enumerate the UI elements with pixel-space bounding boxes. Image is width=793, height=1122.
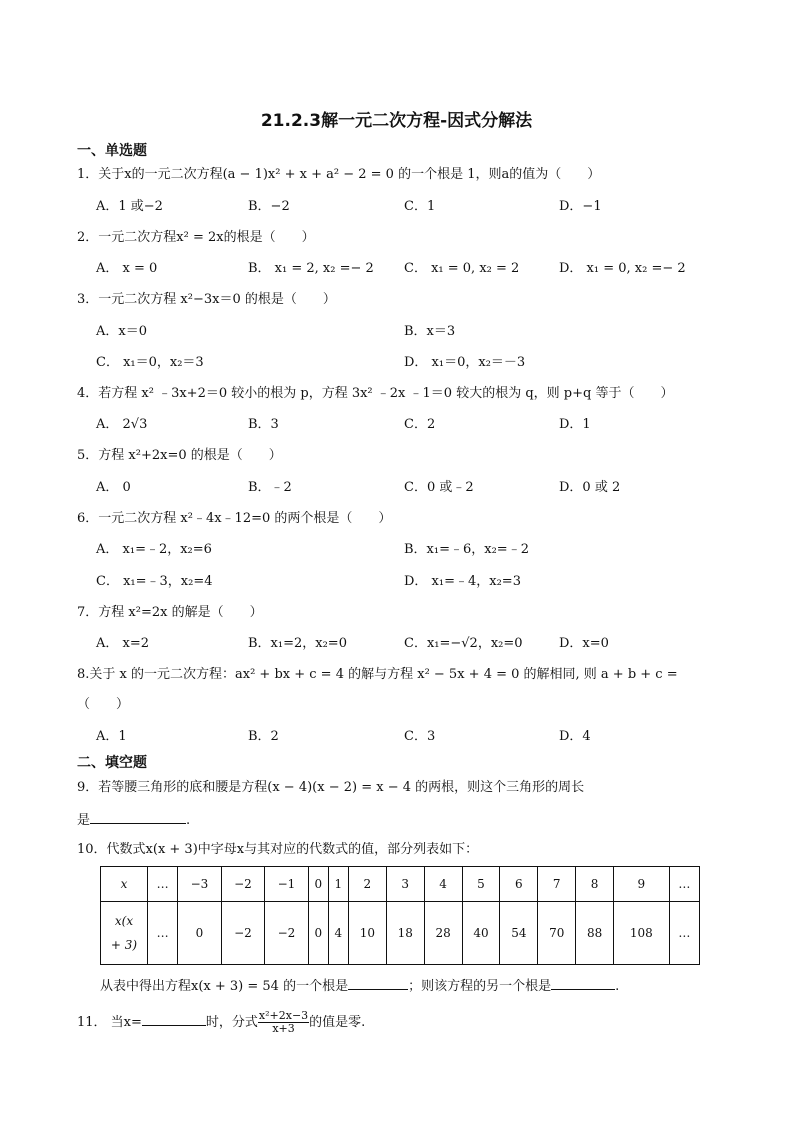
q6-option-a[interactable]: A． x₁=﹣2，x₂=6 <box>96 542 212 557</box>
table-head-expression <box>101 902 148 965</box>
q2-option-b[interactable]: B． x₁ = 2, x₂ =− 2 <box>248 261 374 276</box>
q10-text-a: 从表中得出方程x(x + 3) = 54 的一个根是 <box>100 979 349 994</box>
q8-option-b[interactable]: B．2 <box>248 729 279 744</box>
table-head-expression-line1: x(x <box>114 914 134 928</box>
table-cell: … <box>669 867 699 902</box>
q7-option-d[interactable]: D．x=0 <box>559 636 609 651</box>
table-head-x: x <box>101 867 148 902</box>
q9-prefix: 是 <box>77 813 91 828</box>
table-cell: 54 <box>500 902 538 965</box>
table-cell: 4 <box>424 867 462 902</box>
q6-option-b[interactable]: B．x₁=﹣6，x₂=﹣2 <box>404 542 529 557</box>
table-cell: 40 <box>462 902 500 965</box>
q10-answer-blank-1[interactable] <box>348 975 408 990</box>
q2-option-c[interactable]: C． x₁ = 0, x₂ = 2 <box>404 261 520 276</box>
table-cell: 4 <box>328 902 348 965</box>
table-cell: 0 <box>308 867 328 902</box>
q8-option-d[interactable]: D．4 <box>559 729 591 744</box>
question-6-text: 6．一元二次方程 x²﹣4x﹣12=0 的两个根是（ ） <box>77 511 392 526</box>
question-3-text: 3．一元二次方程 x²−3x＝0 的根是（ ） <box>77 292 336 307</box>
section-heading-fill-blank: 二、填空题 <box>77 755 147 771</box>
q2-option-a[interactable]: A． x = 0 <box>96 261 158 276</box>
q11-text-c: 的值是零. <box>309 1015 366 1030</box>
q7-option-a[interactable]: A． x=2 <box>96 636 150 651</box>
table-cell: 3 <box>386 867 424 902</box>
question-1-text: 1．关于x的一元二次方程(a − 1)x² + x + a² − 2 = 0 的一个根是 1，则a的值为（ ） <box>77 167 601 182</box>
q9-answer-blank[interactable] <box>90 809 186 824</box>
table-cell: 18 <box>386 902 424 965</box>
question-9-line2 <box>77 809 190 830</box>
q1-option-a[interactable]: A．1 或−2 <box>96 199 163 214</box>
q5-option-d[interactable]: D．0 或 2 <box>559 480 621 495</box>
table-cell: −2 <box>265 902 309 965</box>
question-2-text: 2．一元二次方程x² = 2x的根是（ ） <box>77 230 315 245</box>
page-title: 21.2.3解一元二次方程-因式分解法 <box>260 111 533 131</box>
q1-option-c[interactable]: C．1 <box>404 199 436 214</box>
table-cell: 6 <box>500 867 538 902</box>
table-cell: −3 <box>178 867 222 902</box>
question-4-text: 4．若方程 x² ﹣3x+2＝0 较小的根为 p，方程 3x² ﹣2x ﹣1＝0 较大的根为 q，则 p+q 等于（ ） <box>77 386 674 401</box>
q3-option-a[interactable]: A．x＝0 <box>96 324 147 339</box>
question-10-text: 10．代数式x(x + 3)中字母x与其对应的代数式的值，部分列表如下： <box>77 842 479 857</box>
table-cell: −2 <box>221 867 265 902</box>
q11-fraction-denominator: x+3 <box>272 1022 295 1035</box>
q4-option-a[interactable]: A． 2√3 <box>96 417 148 432</box>
q4-option-d[interactable]: D．1 <box>559 417 591 432</box>
table-cell: 0 <box>178 902 222 965</box>
table-cell: … <box>148 867 178 902</box>
table-cell: 5 <box>462 867 500 902</box>
q4-option-c[interactable]: C．2 <box>404 417 436 432</box>
table-cell: 1 <box>328 867 348 902</box>
section-heading-single-choice: 一、单选题 <box>77 143 147 159</box>
question-11-text <box>77 1010 365 1035</box>
table-cell: … <box>669 902 699 965</box>
q9-suffix: . <box>186 813 191 828</box>
table-head-expression-line2: + 3) <box>110 938 138 952</box>
question-8-paren: （ ） <box>77 697 130 712</box>
question-10-followup <box>100 975 619 996</box>
q11-answer-blank[interactable] <box>142 1011 206 1026</box>
q5-option-c[interactable]: C．0 或﹣2 <box>404 480 474 495</box>
q5-option-a[interactable]: A． 0 <box>96 480 131 495</box>
table-row-x <box>101 867 700 902</box>
table-cell: 7 <box>538 867 576 902</box>
q3-option-b[interactable]: B．x＝3 <box>404 324 456 339</box>
table-cell: −1 <box>265 867 309 902</box>
table-cell: 28 <box>424 902 462 965</box>
q10-text-b: ；则该方程的另一个根是 <box>408 979 552 994</box>
q6-option-c[interactable]: C． x₁=﹣3，x₂=4 <box>96 574 213 589</box>
q7-option-c[interactable]: C．x₁=−√2，x₂=0 <box>404 636 523 651</box>
table-row-value <box>101 902 700 965</box>
q1-option-b[interactable]: B．−2 <box>248 199 290 214</box>
q8-option-c[interactable]: C．3 <box>404 729 436 744</box>
values-table <box>100 866 700 965</box>
q2-option-d[interactable]: D． x₁ = 0, x₂ =− 2 <box>559 261 686 276</box>
q6-option-d[interactable]: D． x₁=﹣4，x₂=3 <box>404 574 521 589</box>
q3-option-d[interactable]: D． x₁＝0，x₂＝－3 <box>404 355 526 370</box>
question-9-text: 9．若等腰三角形的底和腰是方程(x − 4)(x − 2) = x − 4 的两根，则这个三角形的周长 <box>77 780 585 795</box>
table-cell: … <box>148 902 178 965</box>
table-cell: 10 <box>348 902 386 965</box>
q1-option-d[interactable]: D．−1 <box>559 199 602 214</box>
table-cell: 9 <box>614 867 670 902</box>
question-8-text: 8.关于 x 的一元二次方程：ax² + bx + c = 4 的解与方程 x² − 5x + 4 = 0 的解相同, 则 a + b + c = <box>77 667 678 682</box>
table-cell: −2 <box>221 902 265 965</box>
q4-option-b[interactable]: B．3 <box>248 417 279 432</box>
question-7-text: 7．方程 x²=2x 的解是（ ） <box>77 605 263 620</box>
q3-option-c[interactable]: C． x₁＝0，x₂＝3 <box>96 355 204 370</box>
q11-fraction <box>258 1010 309 1035</box>
q10-answer-blank-2[interactable] <box>551 975 615 990</box>
q8-option-a[interactable]: A．1 <box>96 729 127 744</box>
q11-text-b: 时，分式 <box>205 1015 258 1030</box>
q11-text-a: 11． 当x= <box>77 1015 142 1030</box>
q7-option-b[interactable]: B．x₁=2，x₂=0 <box>248 636 347 651</box>
table-cell: 0 <box>308 902 328 965</box>
q11-fraction-numerator: x²+2x−3 <box>258 1009 309 1022</box>
table-cell: 8 <box>576 867 614 902</box>
table-cell: 88 <box>576 902 614 965</box>
table-cell: 2 <box>348 867 386 902</box>
q10-text-c: . <box>615 979 620 994</box>
table-cell: 108 <box>614 902 670 965</box>
q5-option-b[interactable]: B．﹣2 <box>248 480 292 495</box>
question-5-text: 5．方程 x²+2x=0 的根是（ ） <box>77 448 282 463</box>
table-cell: 70 <box>538 902 576 965</box>
